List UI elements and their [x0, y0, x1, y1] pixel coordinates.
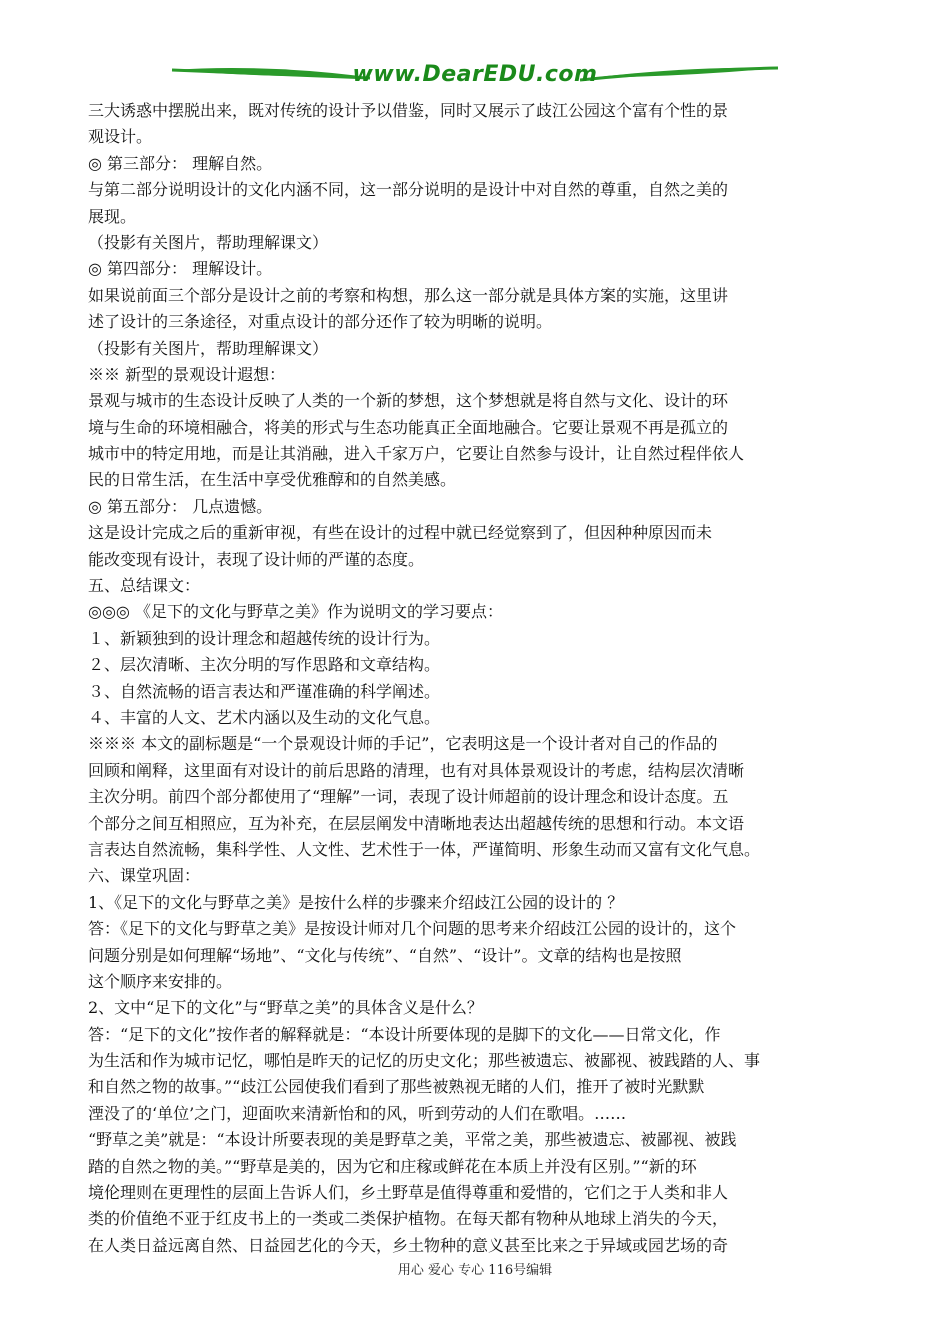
- text-line: 问题分别是如何理解“场地”、“文化与传统”、“自然”、“设计”。文章的结构也是按照: [88, 945, 682, 965]
- text-line: ４、丰富的人文、艺术内涵以及生动的文化气息。: [88, 707, 441, 727]
- text-line: ２、层次清晰、主次分明的写作思路和文章结构。: [88, 655, 441, 675]
- text-line: 这个顺序来安排的。: [88, 971, 233, 991]
- text-line: ◎◎◎ 《足下的文化与野草之美》作为说明文的学习要点：: [88, 602, 503, 622]
- text-line: 三大诱惑中摆脱出来，既对传统的设计予以借鉴，同时又展示了歧江公园这个富有个性的景: [88, 101, 729, 120]
- text-line: ◎ 第四部分： 理解设计。: [88, 259, 273, 279]
- text-line: （投影有关图片，帮助理解课文）: [88, 232, 329, 252]
- text-line: ３、自然流畅的语言表达和严谨准确的科学阐述。: [88, 681, 441, 701]
- text-line: 为生活和作为城市记忆，哪怕是昨天的记忆的历史文化；那些被遗忘、被鄙视、被践踏的人、事: [88, 1051, 761, 1071]
- text-line: 民的日常生活，在生活中享受优雅醇和的自然美感。: [88, 470, 457, 490]
- site-header-banner: [170, 56, 780, 96]
- text-line: 回顾和阐释，这里面有对设计的前后思路的清理，也有对具体景观设计的考虑，结构层次清晰: [88, 760, 745, 780]
- text-line: １、新颖独到的设计理念和超越传统的设计行为。: [88, 628, 441, 648]
- site-logo-text: www.DearEDU.com: [352, 62, 598, 87]
- text-line: 和自然之物的故事。”“歧江公园使我们看到了那些被熟视无睹的人们，推开了被时光默默: [88, 1077, 705, 1097]
- text-line: 观设计。: [88, 127, 153, 147]
- text-line: 类的价值绝不亚于红皮书上的一类或二类保护植物。在每天都有物种从地球上消失的今天，: [88, 1209, 729, 1229]
- text-line: 境伦理则在更理性的层面上告诉人们，乡土野草是值得尊重和爱惜的，它们之于人类和非人: [88, 1183, 729, 1203]
- text-line: 湮没了的‘单位’之门，迎面吹来清新怡和的风，听到劳动的人们在歌唱。……: [88, 1103, 627, 1123]
- text-line: 2、文中“足下的文化”与“野草之美”的具体含义是什么？: [88, 998, 483, 1018]
- text-line: 在人类日益远离自然、日益园艺化的今天，乡土物种的意义甚至比来之于异域或园艺场的奇: [88, 1235, 729, 1255]
- text-line: 个部分之间互相照应，互为补充，在层层阐发中清晰地表达出超越传统的思想和行动。本文语: [88, 813, 745, 833]
- text-line: 能改变现有设计，表现了设计师的严谨的态度。: [88, 549, 425, 569]
- text-line: ※※ 新型的景观设计遐想：: [88, 364, 286, 384]
- text-line: “野草之美”就是：“本设计所要表现的美是野草之美，平常之美，那些被遗忘、被鄙视、被践: [88, 1130, 737, 1150]
- text-line: 主次分明。前四个部分都使用了“理解”一词，表现了设计师超前的设计理念和设计态度。五: [88, 787, 729, 807]
- text-line: 五、总结课文：: [88, 576, 201, 596]
- page-footer: 用心 爱心 专心 116号编辑: [397, 1263, 553, 1278]
- text-line: 述了设计的三条途径，对重点设计的部分还作了较为明晰的说明。: [88, 312, 553, 332]
- document-body: [88, 98, 868, 1259]
- text-line: 与第二部分说明设计的文化内涵不同，这一部分说明的是设计中对自然的尊重，自然之美的: [88, 180, 729, 200]
- text-line: 六、课堂巩固：: [88, 866, 201, 886]
- text-line: 答：“足下的文化”按作者的解释就是：“本设计所要体现的是脚下的文化——日常文化，作: [88, 1024, 721, 1044]
- text-line: ◎ 第五部分： 几点遗憾。: [88, 496, 273, 516]
- text-line: 1、《足下的文化与野草之美》是按什么样的步骤来介绍歧江公园的设计的 ？: [88, 892, 624, 912]
- text-line: 景观与城市的生态设计反映了人类的一个新的梦想，这个梦想就是将自然与文化、设计的环: [88, 391, 729, 411]
- text-line: ◎ 第三部分： 理解自然。: [88, 153, 273, 173]
- text-line: 踏的自然之物的美。”“野草是美的，因为它和庄稼或鲜花在本质上并没有区别。”“新的环: [88, 1156, 697, 1176]
- text-line: ※※※ 本文的副标题是“一个景观设计师的手记”，它表明这是一个设计者对自己的作品的: [88, 734, 718, 754]
- text-line: 城市中的特定用地，而是让其消融，进入千家万户，它要让自然参与设计，让自然过程伴依人: [88, 444, 745, 464]
- text-line: 这是设计完成之后的重新审视，有些在设计的过程中就已经觉察到了，但因种种原因而未: [88, 523, 713, 543]
- text-line: 答：《足下的文化与野草之美》是按设计师对几个问题的思考来介绍歧江公园的设计的，这个: [88, 919, 737, 939]
- text-line: 如果说前面三个部分是设计之前的考察和构想，那么这一部分就是具体方案的实施，这里讲: [88, 285, 729, 305]
- text-line: （投影有关图片，帮助理解课文）: [88, 338, 329, 358]
- text-line: 境与生命的环境相融合，将美的形式与生态功能真正全面地融合。它要让景观不再是孤立的: [88, 417, 729, 437]
- text-line: 言表达自然流畅，集科学性、人文性、艺术性于一体，严谨简明、形象生动而又富有文化气息。: [88, 839, 761, 859]
- text-line: 展现。: [88, 206, 137, 226]
